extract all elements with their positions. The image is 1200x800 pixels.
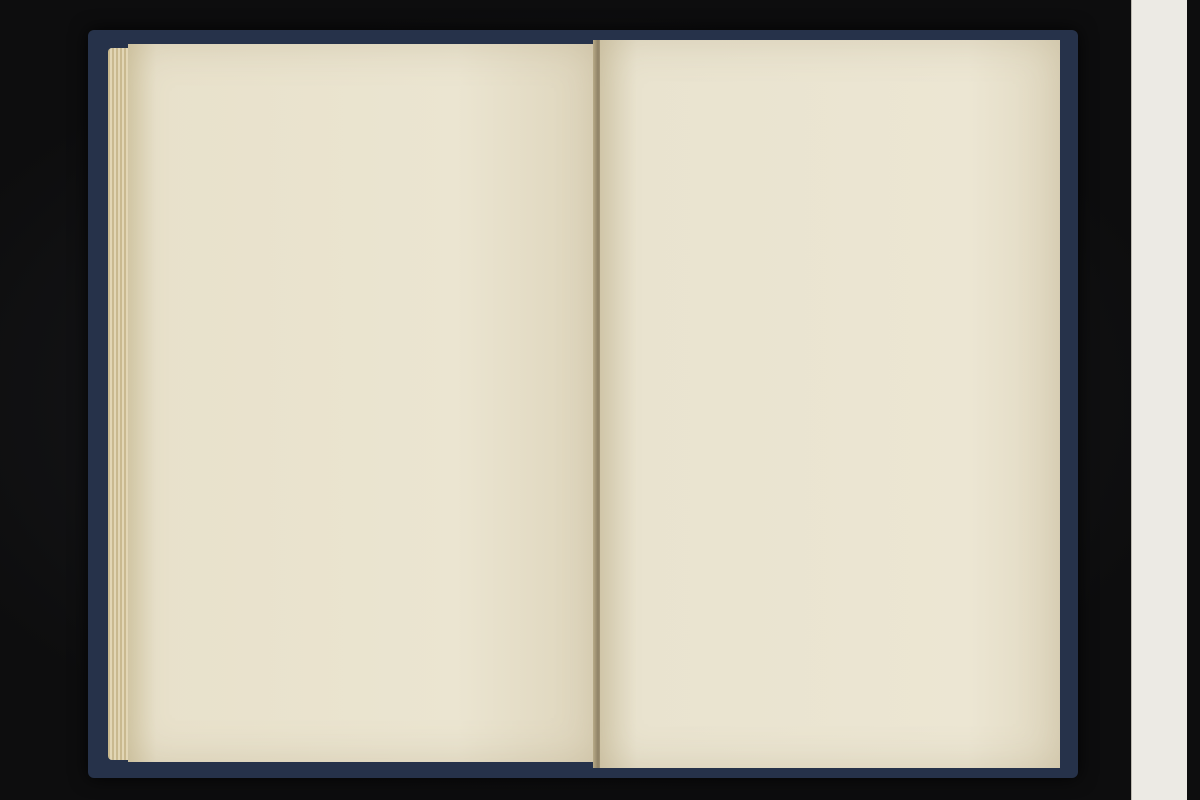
left-page xyxy=(128,44,598,762)
left-page-text xyxy=(220,92,580,96)
right-page xyxy=(600,40,1060,768)
measuring-ruler xyxy=(1131,0,1187,800)
